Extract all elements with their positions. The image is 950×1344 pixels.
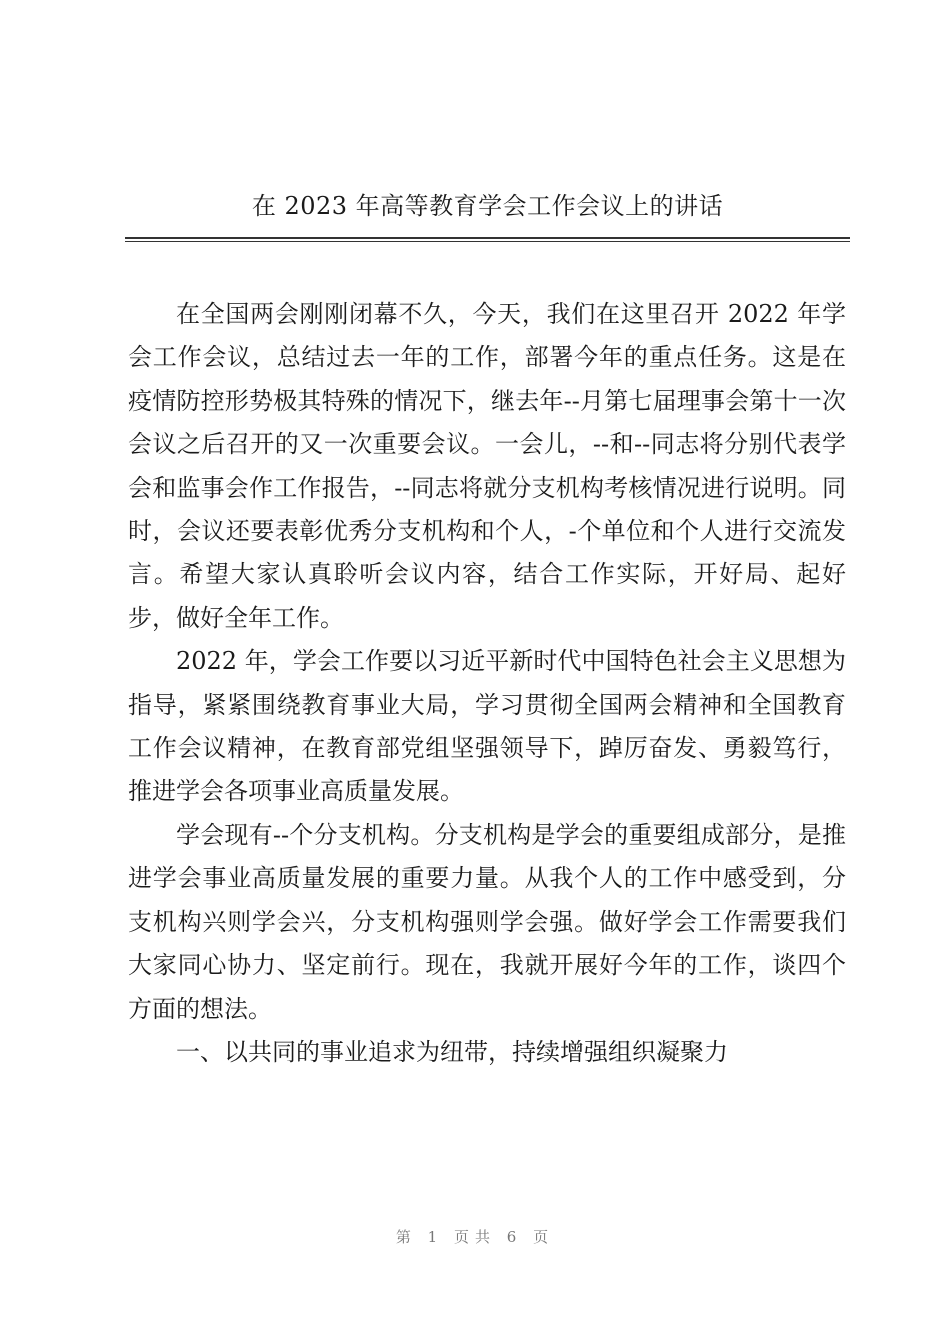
paragraph-1: 在全国两会刚刚闭幕不久，今天，我们在这里召开 2022 年学会工作会议，总结过去一年的工作，部署今年的重点任务。这是在疫情防控形势极其特殊的情况下，继去年--月第七届理事会第十一次会议之后召开的又一次重要会议。一会儿，--和--同志将分别代表学会和监事会作工作报告，--同志将就分支机构考核情况进行说明。同时，会议还要表彰优秀分支机构和个人，-个单位和个人进行交流发言。希望大家认真聆听会议内容，结合工作实际，开好局、起好步，做好全年工作。	[128, 300, 846, 632]
section-heading-1: 一、以共同的事业追求为纽带，持续增强组织凝聚力	[176, 1037, 728, 1066]
title-double-rule	[125, 237, 850, 242]
document-title: 在 2023 年高等教育学会工作会议上的讲话	[251, 192, 724, 220]
document-body	[128, 293, 846, 1074]
paragraph-3: 学会现有--个分支机构。分支机构是学会的重要组成部分，是推进学会事业高质量发展的重要力量。从我个人的工作中感受到，分支机构兴则学会兴，分支机构强则学会强。做好学会工作需要我们大家同心协力、坚定前行。现在，我就开展好今年的工作，谈四个方面的想法。	[128, 820, 846, 1023]
page-number-footer: 第 1 页共 6 页	[395, 1228, 555, 1246]
paragraph-2: 2022 年，学会工作要以习近平新时代中国特色社会主义思想为指导，紧紧围绕教育事业大局，学习贯彻全国两会精神和全国教育工作会议精神，在教育部党组坚强领导下，踔厉奋发、勇毅笃行，推进学会各项事业高质量发展。	[128, 647, 846, 806]
